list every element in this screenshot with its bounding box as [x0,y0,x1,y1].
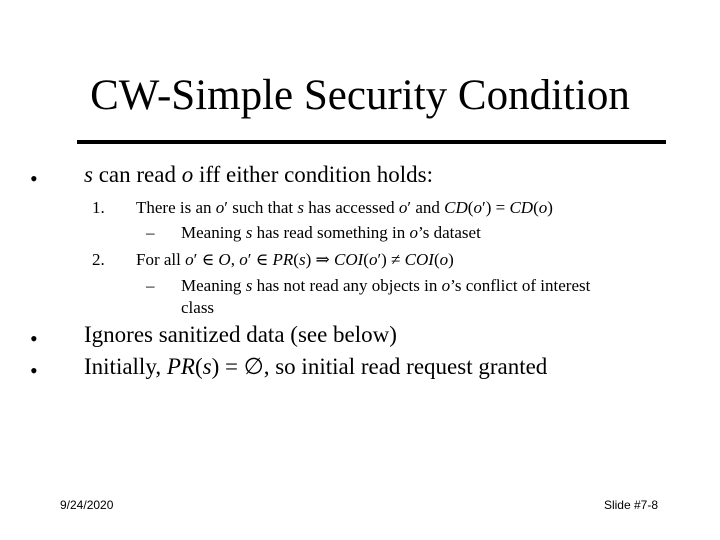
condition-1-meaning: Meaning s has read something in o’s dataset [181,223,481,242]
condition-2-meaning-line1: Meaning s has not read any objects in o’s conflict of interest [181,276,591,295]
sanitized-data-note: Ignores sanitized data (see below) [84,322,397,347]
condition-2: For all o′ ∈ O, o′ ∈ PR(s) ⇒ COI(o′) ≠ COI(o) [136,250,454,269]
bullet-marker: • [30,166,38,191]
initial-read-note: Initially, PR(s) = ∅, so initial read request granted [84,354,548,379]
condition-statement: s can read o iff either condition holds: [84,162,433,187]
sub-dash-2: – [146,276,155,295]
condition-2-meaning-line2: class [181,298,215,317]
bullet-marker: • [30,326,38,351]
list-number-1: 1. [92,198,105,217]
footer-date: 9/24/2020 [60,498,114,512]
footer-slide-number: Slide #7-8 [603,498,658,512]
title-underline [77,140,666,144]
sub-dash-1: – [146,223,155,242]
condition-1: There is an o′ such that s has accessed o′ and CD(o′) = CD(o) [136,198,553,217]
bullet-marker: • [30,358,38,383]
list-number-2: 2. [92,250,105,269]
slide-title: CW-Simple Security Condition [90,72,630,119]
